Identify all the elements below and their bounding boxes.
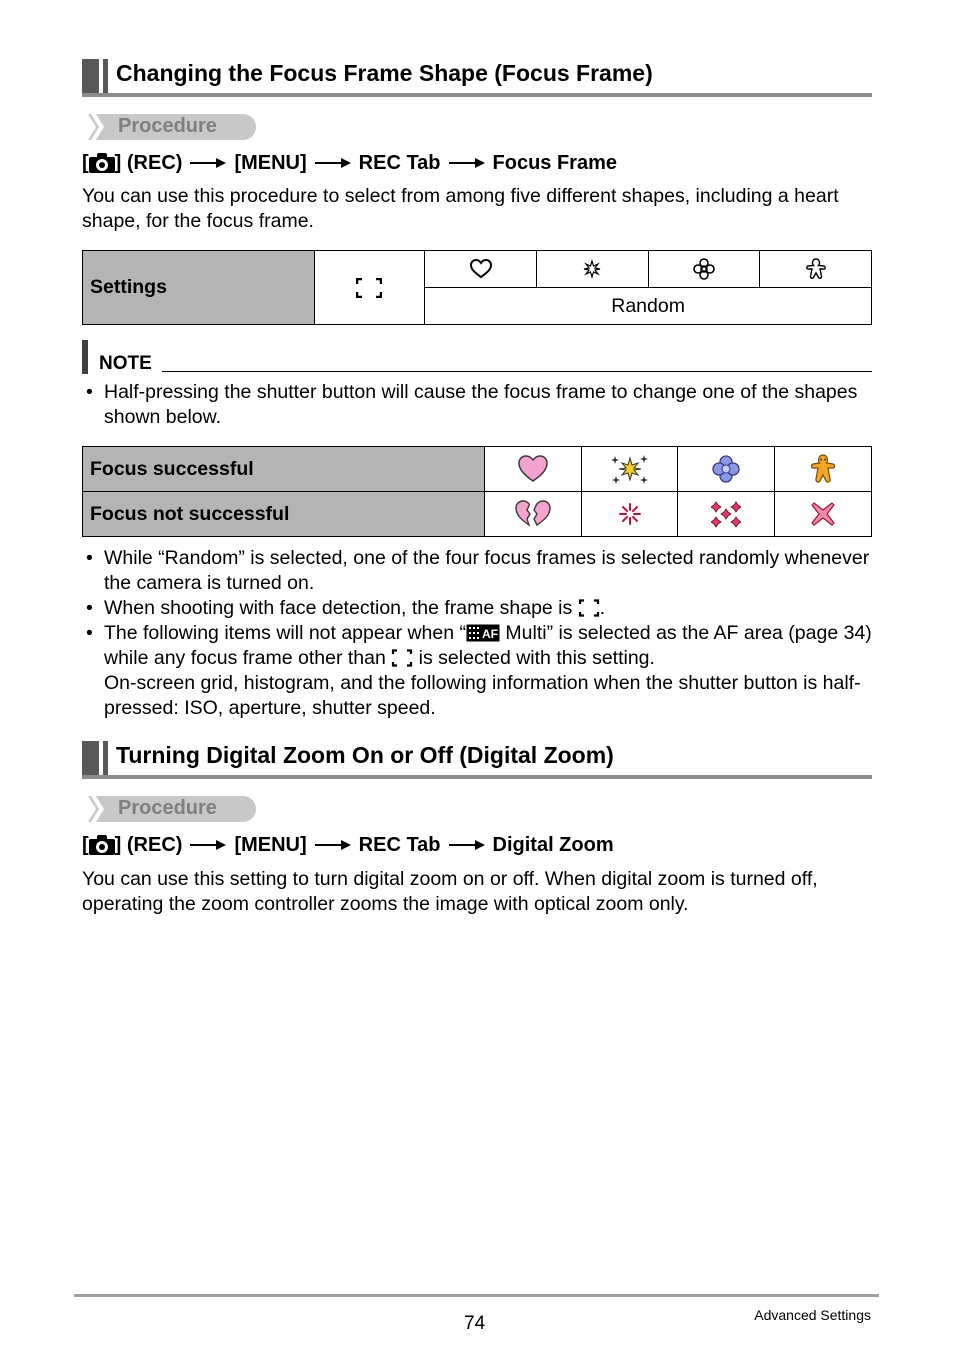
orange-gingerbread-icon xyxy=(775,447,872,492)
procedure-badge xyxy=(82,114,256,140)
path-rec: ] (REC) xyxy=(114,833,183,856)
path-bracket: [ xyxy=(82,151,89,174)
list-item: • Half-pressing the shutter button will cause the focus frame to change one of the shapes shown below. xyxy=(86,381,858,428)
path-bracket: [ xyxy=(82,833,89,856)
arrow-right-icon xyxy=(449,839,485,851)
menu-path xyxy=(82,150,617,176)
section-heading-digital-zoom xyxy=(82,741,872,781)
focus-shapes-table xyxy=(82,446,872,537)
footer-rule xyxy=(74,1294,879,1297)
yellow-sparkle-icon xyxy=(581,447,678,492)
camera-icon xyxy=(89,835,115,855)
camera-icon xyxy=(89,153,115,173)
list-item: • While “Random” is selected, one of the four focus frames is selected randomly whenever the camera is turned on. xyxy=(86,547,870,594)
heading-bar-decoration xyxy=(103,741,108,778)
path-tab: REC Tab xyxy=(358,833,441,856)
multi-af-icon xyxy=(466,624,500,642)
sparkle-outline-icon xyxy=(536,251,648,288)
footer-section-name: Advanced Settings xyxy=(754,1307,871,1323)
note-rule xyxy=(162,371,872,372)
section-description: You can use this setting to turn digital zoom on or off. When digital zoom is turned off, operating the zoom controller zooms the image with optical zoom only. xyxy=(82,868,818,915)
pink-x-icon xyxy=(775,492,872,537)
path-tab: REC Tab xyxy=(358,151,441,174)
list-item: • The following items will not appear when “ AF Multi” is selected as the AF area (page 34) while any focus frame other than is selected with this setting. On-screen grid, histogram, and the following information when the shutter button is half-pressed: ISO, aperture, shutter speed. xyxy=(86,622,872,719)
procedure-badge xyxy=(82,796,256,822)
settings-table xyxy=(82,250,872,325)
procedure-label: Procedure xyxy=(118,115,217,137)
arrow-right-icon xyxy=(315,839,351,851)
procedure-chevron-icon xyxy=(82,114,112,140)
path-menu: [MENU] xyxy=(234,151,307,174)
procedure-label: Procedure xyxy=(118,797,217,819)
section-heading-focus-frame xyxy=(82,59,872,99)
blue-flower-icon xyxy=(678,447,775,492)
path-rec: ] (REC) xyxy=(114,151,183,174)
svg-text:AF: AF xyxy=(482,627,499,641)
arrow-right-icon xyxy=(315,157,351,169)
arrow-right-icon xyxy=(190,839,226,851)
section-description: You can use this procedure to select from among five different shapes, including a heart shape, for the focus frame. xyxy=(82,185,839,232)
note-header xyxy=(82,340,872,376)
bracket-frame-icon xyxy=(391,649,413,667)
bullet-text: is selected with this setting. xyxy=(418,647,655,669)
list-item: • When shooting with face detection, the frame shape is . xyxy=(86,597,606,619)
flower-outline-icon xyxy=(648,251,760,288)
gingerbread-outline-icon xyxy=(760,251,872,288)
scattered-flower-icon xyxy=(678,492,775,537)
bullet-text: When shooting with face detection, the frame shape is xyxy=(104,597,573,619)
section-title: Changing the Focus Frame Shape (Focus Frame) xyxy=(116,60,653,86)
bullet-text: . xyxy=(599,597,606,619)
random-option-cell: Random xyxy=(425,288,872,325)
path-item: Focus Frame xyxy=(492,151,617,174)
heading-rule xyxy=(82,93,872,97)
section-title: Turning Digital Zoom On or Off (Digital Zoom) xyxy=(116,742,614,768)
bullet-text: The following items will not appear when “ xyxy=(104,622,467,644)
bracket-frame-icon xyxy=(314,251,425,325)
note-label: NOTE xyxy=(99,353,152,374)
procedure-chevron-icon xyxy=(82,796,112,822)
note-bullet-list xyxy=(82,380,872,430)
heading-bar-decoration xyxy=(82,741,99,778)
red-burst-icon xyxy=(581,492,678,537)
heading-bar-decoration xyxy=(82,59,99,96)
heart-outline-icon xyxy=(425,251,537,288)
focus-not-successful-label: Focus not successful xyxy=(83,492,485,537)
focus-successful-label: Focus successful xyxy=(83,447,485,492)
bullet-text: While “Random” is selected, one of the four focus frames is selected randomly whenever the camera is turned on. xyxy=(104,547,870,594)
bullet-text: On-screen grid, histogram, and the following information when the shutter button is half-pressed: ISO, aperture, shutter speed. xyxy=(104,672,861,719)
pink-heart-icon xyxy=(484,447,581,492)
note-bar-decoration xyxy=(82,340,88,374)
broken-heart-icon xyxy=(484,492,581,537)
path-item: Digital Zoom xyxy=(492,833,614,856)
heading-rule xyxy=(82,775,872,779)
arrow-right-icon xyxy=(449,157,485,169)
bullet-text: Multi” is selected as the AF area (page 34) while any focus frame other than xyxy=(104,622,872,669)
settings-header-cell: Settings xyxy=(83,251,315,325)
menu-path xyxy=(82,832,614,858)
info-bullet-list xyxy=(82,546,872,721)
bracket-frame-icon xyxy=(578,599,600,617)
heading-bar-decoration xyxy=(103,59,108,96)
bullet-text: Half-pressing the shutter button will cause the focus frame to change one of the shapes shown below. xyxy=(104,381,858,428)
path-menu: [MENU] xyxy=(234,833,307,856)
arrow-right-icon xyxy=(190,157,226,169)
page-number: 74 xyxy=(464,1313,486,1334)
